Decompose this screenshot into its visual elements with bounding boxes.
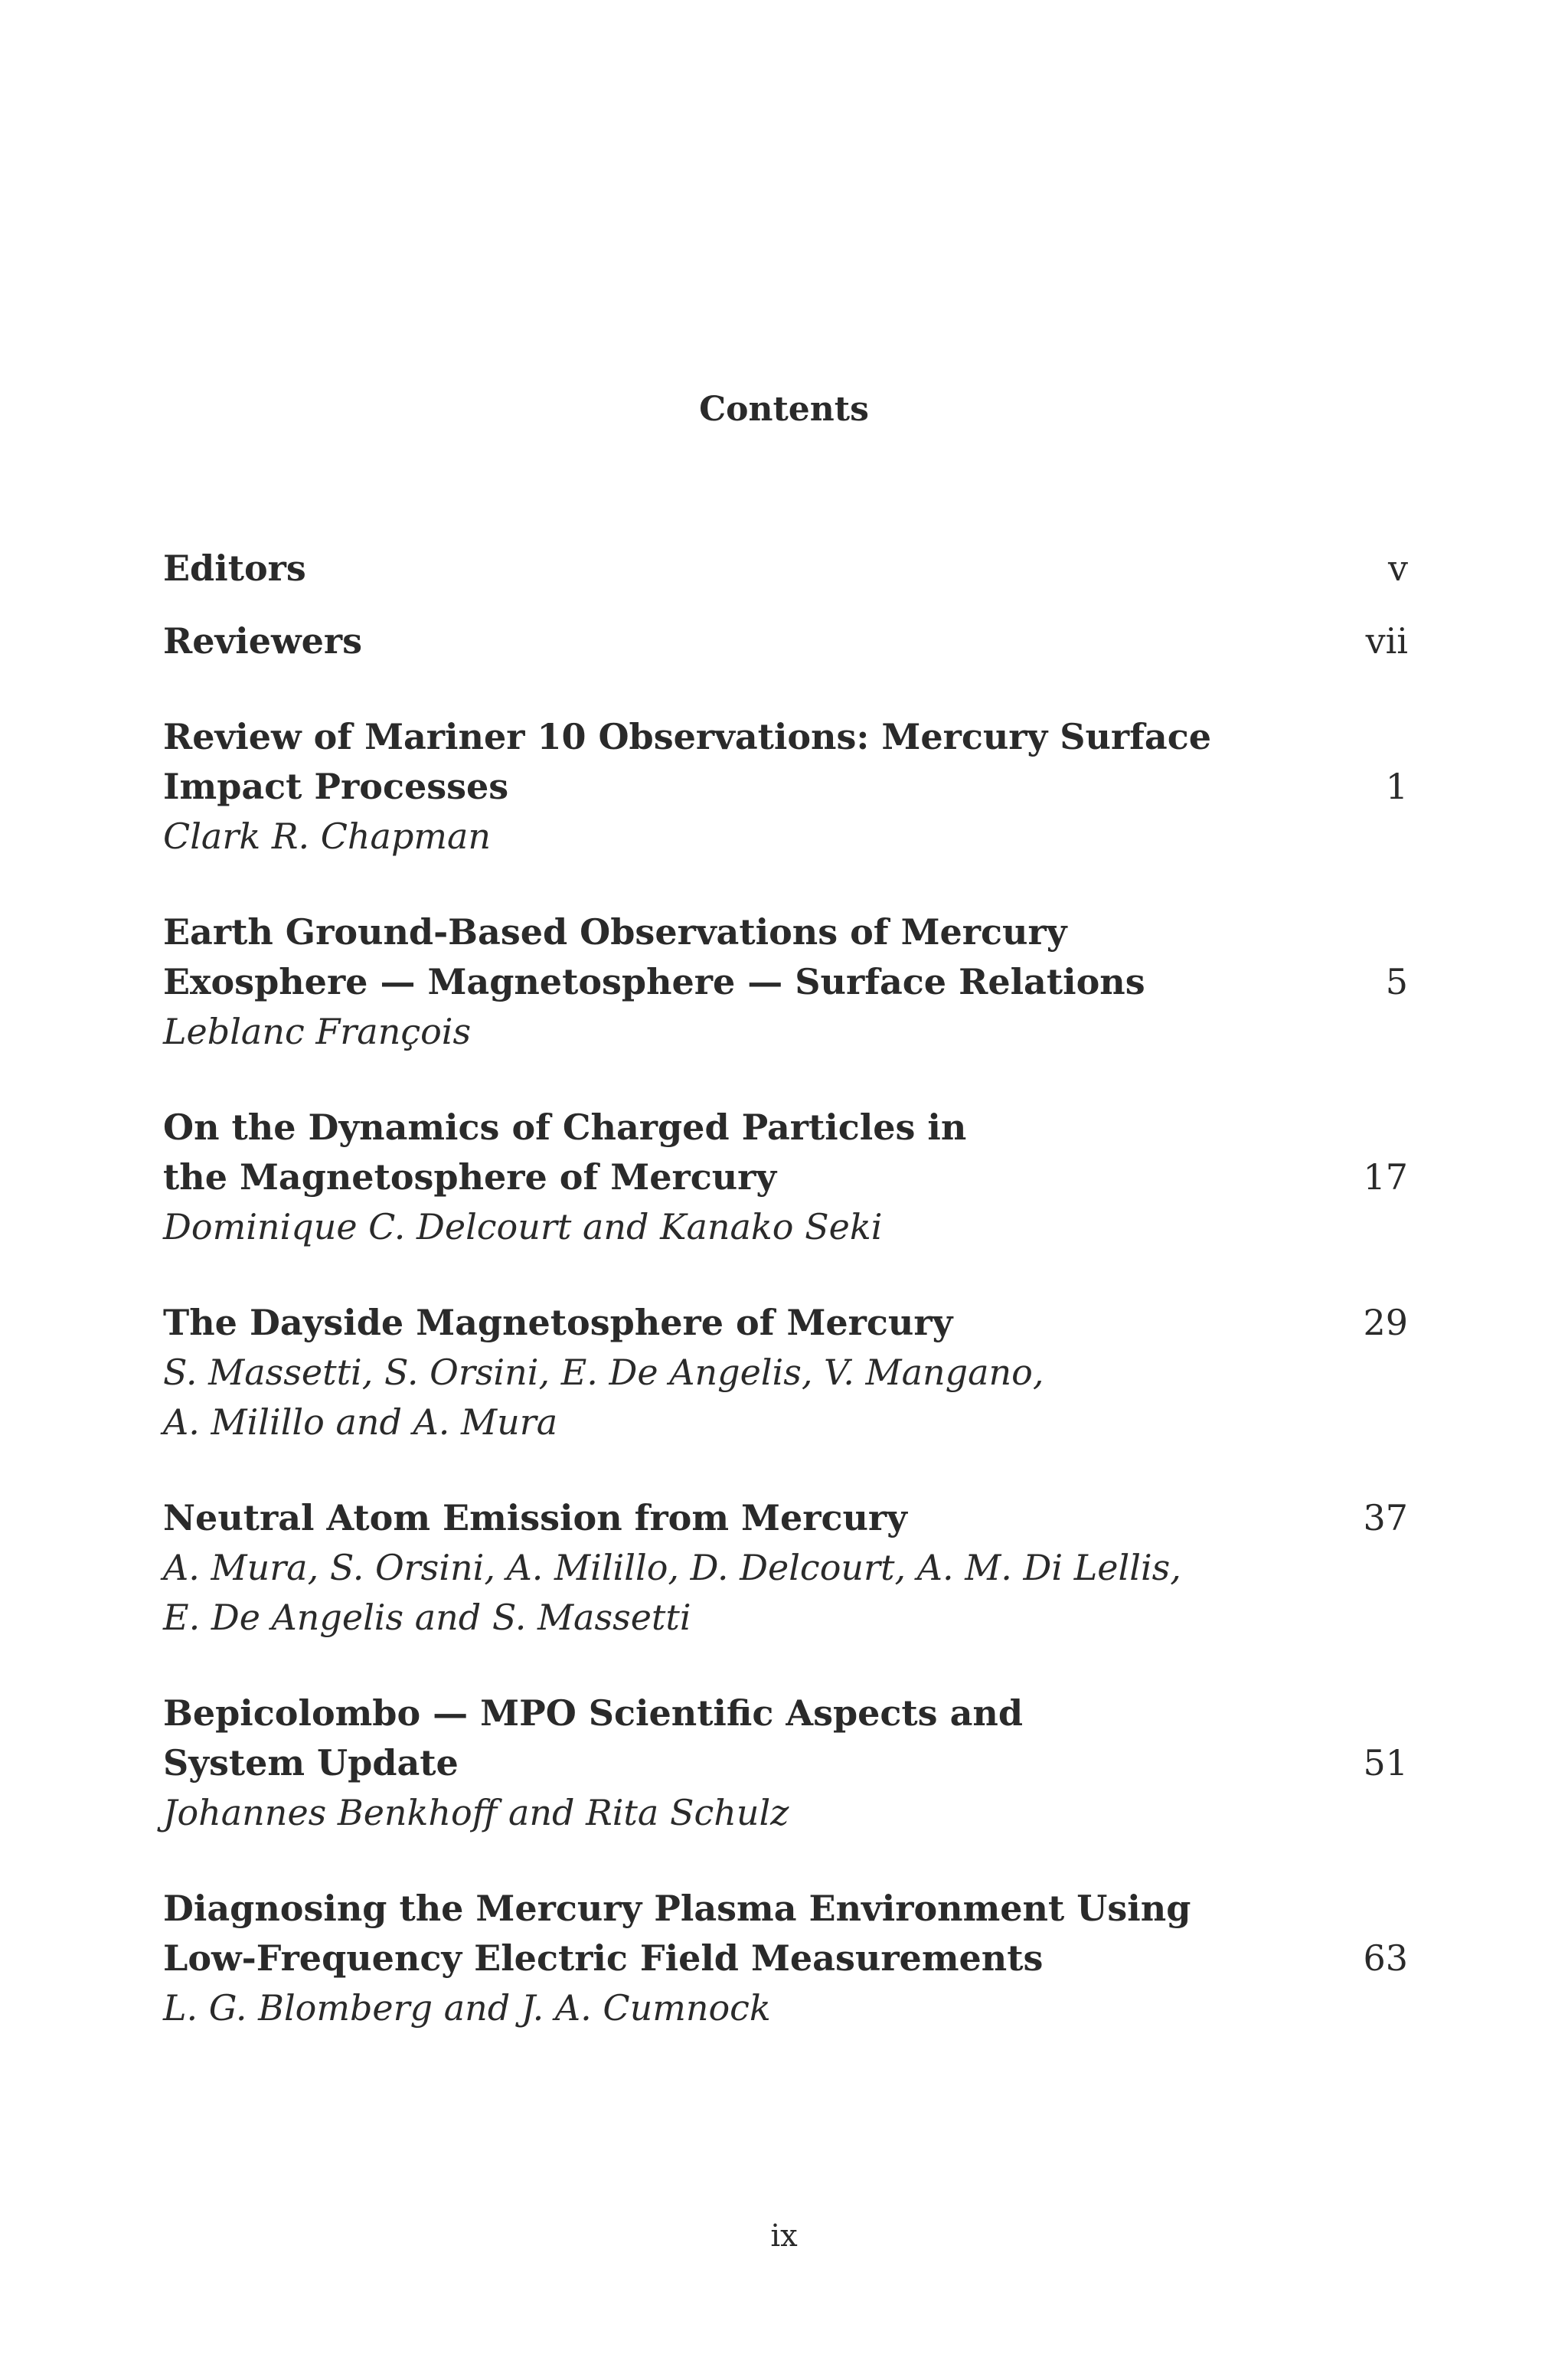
entry-title-line: System Update <box>163 1742 459 1783</box>
entry-page-number: 51 <box>1363 1742 1408 1783</box>
entry-title-line: Editors <box>163 548 306 589</box>
entry-page-number: 5 <box>1385 961 1408 1002</box>
toc-entry[interactable] <box>163 712 1408 861</box>
entry-page-number: 17 <box>1363 1156 1408 1198</box>
entry-title <box>163 1103 1408 1202</box>
entry-title-line: Low-Frequency Electric Field Measurements <box>163 1937 1044 1979</box>
entry-title <box>163 544 1408 593</box>
entry-title <box>163 712 1408 812</box>
entry-title <box>163 1493 1408 1543</box>
entry-authors <box>163 812 1408 861</box>
entry-authors-line: S. Massetti, S. Orsini, E. De Angelis, V. Mangano, <box>163 1352 1044 1393</box>
entry-title-line: On the Dynamics of Charged Particles in <box>163 1107 967 1148</box>
entry-title-line: Review of Mariner 10 Observations: Mercury Surface <box>163 716 1212 757</box>
entry-title-line: Impact Processes <box>163 766 509 807</box>
entry-title-line: Earth Ground-Based Observations of Mercury <box>163 911 1067 953</box>
entry-page-number: 1 <box>1385 766 1408 807</box>
entry-authors-line: L. G. Blomberg and J. A. Cumnock <box>163 1987 771 2029</box>
entry-page-number: 63 <box>1363 1937 1408 1979</box>
toc-entry[interactable] <box>163 1298 1408 1447</box>
entry-page-number: 37 <box>1363 1497 1408 1538</box>
entry-authors-line: Clark R. Chapman <box>163 816 492 857</box>
entry-authors-line: E. De Angelis and S. Massetti <box>163 1597 691 1638</box>
entry-authors-line: A. Milillo and A. Mura <box>163 1401 558 1443</box>
entry-title-line: Bepicolombo — MPO Scientific Aspects and <box>163 1692 1023 1734</box>
entry-title <box>163 616 1408 666</box>
entry-authors-line: A. Mura, S. Orsini, A. Milillo, D. Delcourt, A. M. Di Lellis, <box>163 1547 1181 1588</box>
toc-entry-reviewers[interactable] <box>163 616 1408 666</box>
toc-entry[interactable] <box>163 1884 1408 2033</box>
entry-title <box>163 1298 1408 1348</box>
entry-authors <box>163 1202 1408 1252</box>
entry-page-number: 29 <box>1363 1302 1408 1343</box>
entry-title-line: Neutral Atom Emission from Mercury <box>163 1497 907 1538</box>
entry-title <box>163 1884 1408 1983</box>
entry-authors-line: Leblanc François <box>163 1011 472 1052</box>
entry-authors-line: Johannes Benkhoff and Rita Schulz <box>163 1792 789 1833</box>
entry-title-line: the Magnetosphere of Mercury <box>163 1156 777 1198</box>
entry-title <box>163 1689 1408 1788</box>
entry-title-line: The Dayside Magnetosphere of Mercury <box>163 1302 953 1343</box>
entry-title-line: Reviewers <box>163 620 362 662</box>
entry-title <box>163 907 1408 1007</box>
entry-authors <box>163 1788 1408 1838</box>
entry-page-number: v <box>1388 548 1408 589</box>
toc-entry-editors[interactable] <box>163 544 1408 593</box>
entry-authors-line: Dominique C. Delcourt and Kanako Seki <box>163 1206 883 1247</box>
toc-entry[interactable] <box>163 907 1408 1057</box>
entry-title-line: Diagnosing the Mercury Plasma Environment Using <box>163 1888 1191 1929</box>
table-of-contents <box>163 544 1408 2033</box>
entry-authors <box>163 1007 1408 1057</box>
toc-entry[interactable] <box>163 1103 1408 1252</box>
entry-page-number: vii <box>1365 620 1408 662</box>
entry-authors <box>163 1348 1408 1447</box>
entry-title-line: Exosphere — Magnetosphere — Surface Relations <box>163 961 1145 1002</box>
entry-authors <box>163 1983 1408 2033</box>
page-number-footer: ix <box>770 2218 798 2254</box>
page-title: Contents <box>699 390 869 429</box>
toc-entry[interactable] <box>163 1689 1408 1838</box>
toc-entry[interactable] <box>163 1493 1408 1643</box>
entry-authors <box>163 1543 1408 1643</box>
